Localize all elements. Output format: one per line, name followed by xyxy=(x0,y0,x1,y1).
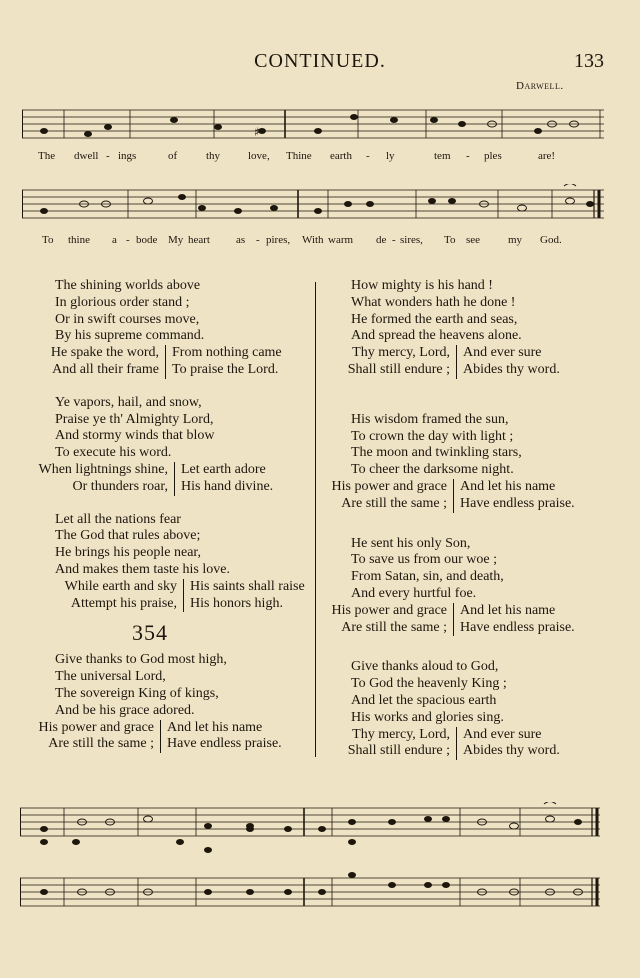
split-line-right: Have endless praise. xyxy=(460,495,575,511)
split-line-right: Abides thy word. xyxy=(463,743,560,759)
stanza xyxy=(20,512,310,613)
verse-line: In glorious order stand ; xyxy=(55,294,190,310)
lyric-syllable: - xyxy=(366,150,370,162)
composer-name: Darwell. xyxy=(516,80,564,92)
split-line-left: Shall still endure ; xyxy=(347,361,450,377)
lyric-syllable: de xyxy=(376,234,387,246)
verse-line: To execute his word. xyxy=(55,445,172,461)
stanza xyxy=(20,395,310,496)
split-line-right: His hand divine. xyxy=(181,478,274,494)
lyric-syllable: - xyxy=(466,150,470,162)
verse-line: The sovereign King of kings, xyxy=(55,685,219,701)
verse-line: The shining worlds above xyxy=(55,278,201,293)
verse-line: The moon and twinkling stars, xyxy=(351,445,522,461)
lyric-syllable: thine xyxy=(68,234,90,246)
split-line-right: And ever sure xyxy=(463,726,542,742)
verse-line: Give thanks aloud to God, xyxy=(351,659,499,675)
verse-line: He sent his only Son, xyxy=(351,535,471,551)
lyric-syllable: God. xyxy=(540,234,562,246)
split-line-right: Let earth adore xyxy=(181,461,266,477)
lyric-syllable: my xyxy=(508,234,523,246)
lyric-syllable: - xyxy=(126,234,130,246)
split-line-left: Thy mercy, Lord, xyxy=(352,726,450,742)
split-line-right: To praise the Lord. xyxy=(172,361,279,377)
split-line-left: He spake the word, xyxy=(50,345,159,361)
split-line-left: When lightnings shine, xyxy=(38,461,168,477)
split-line-right: From nothing came xyxy=(172,345,282,361)
stanza xyxy=(316,278,616,379)
svg-text:♯: ♯ xyxy=(254,125,260,139)
split-lines xyxy=(20,462,310,496)
lyric-syllable: a xyxy=(112,234,117,246)
lyric-syllable: see xyxy=(466,234,481,246)
left-column xyxy=(20,278,310,753)
lyric-syllable: as xyxy=(236,234,246,246)
lyric-syllable: - xyxy=(256,234,260,246)
lyric-syllable: are! xyxy=(538,150,556,162)
verse-line: He brings his people near, xyxy=(55,545,202,561)
lyric-syllable: My xyxy=(168,234,184,246)
page-title: CONTINUED. xyxy=(254,50,386,72)
verse-line: What wonders hath he done ! xyxy=(351,294,516,310)
split-line-left: Are still the same ; xyxy=(341,495,447,511)
split-line-right: His honors high. xyxy=(190,595,283,611)
split-lines xyxy=(20,720,310,754)
split-line-right: Abides thy word. xyxy=(463,361,560,377)
verse-line: How mighty is his hand ! xyxy=(351,278,493,293)
split-line-left: And all their frame xyxy=(52,361,159,377)
verse-line: By his supreme command. xyxy=(55,328,205,344)
hymn-number: 354 xyxy=(132,620,168,646)
split-line-right: And let his name xyxy=(460,478,556,494)
lyric-syllable: of xyxy=(168,150,178,162)
split-line-left: Thy mercy, Lord, xyxy=(352,345,450,361)
split-line-left: His power and grace xyxy=(331,602,447,618)
lyric-syllable: - xyxy=(106,150,110,162)
lyric-syllable: To xyxy=(42,234,54,246)
right-column xyxy=(316,278,616,760)
lyric-syllable: dwell xyxy=(74,150,99,162)
verse-line: From Satan, sin, and death, xyxy=(351,569,504,585)
verse-line: His works and glories sing. xyxy=(351,709,504,725)
split-line-left: Or thunders roar, xyxy=(72,478,168,494)
verse-line: Ye vapors, hail, and snow, xyxy=(55,394,202,410)
lyric-syllable: ings xyxy=(118,150,137,162)
verse-line: And be his grace adored. xyxy=(55,702,195,718)
lyric-syllable: heart xyxy=(188,234,210,246)
lyric-syllable: thy xyxy=(206,150,221,162)
lyric-syllable: With xyxy=(302,234,324,246)
verse-line: Give thanks to God most high, xyxy=(55,652,227,668)
lyric-syllable: The xyxy=(38,150,56,162)
lyric-syllable: - xyxy=(392,234,396,246)
lyric-syllable: Thine xyxy=(286,150,312,162)
split-line-left: While earth and sky xyxy=(64,578,177,594)
lyric-syllable: love, xyxy=(248,150,270,162)
verse-line: He formed the earth and seas, xyxy=(351,311,518,327)
lyric-syllable: sires, xyxy=(400,234,423,246)
verse-line: His wisdom framed the sun, xyxy=(351,411,509,427)
music-staff-4 xyxy=(20,872,600,922)
verse-line: To save us from our woe ; xyxy=(351,552,497,568)
verse-line: And makes them taste his love. xyxy=(55,561,230,577)
lyric-syllable: bode xyxy=(136,234,158,246)
split-line-right: His saints shall raise xyxy=(190,578,305,594)
verse-line: To crown the day with light ; xyxy=(351,428,514,444)
lyric-syllable: pires, xyxy=(266,234,291,246)
music-staff-1 xyxy=(22,106,604,142)
lyric-syllable: ly xyxy=(386,150,395,162)
split-lines xyxy=(316,345,616,379)
split-line-right: And ever sure xyxy=(463,345,542,361)
page-number: 133 xyxy=(574,50,604,72)
lyric-syllable: To xyxy=(444,234,456,246)
split-line-left: Are still the same ; xyxy=(341,619,447,635)
lyric-syllable: tem xyxy=(434,150,451,162)
stanza xyxy=(316,659,616,760)
music-staff-3 xyxy=(20,802,600,862)
verse-line: The God that rules above; xyxy=(55,528,201,544)
lyric-syllable: warm xyxy=(328,234,354,246)
split-lines xyxy=(20,579,310,613)
split-line-left: His power and grace xyxy=(38,719,154,735)
lyric-syllable: ples xyxy=(484,150,502,162)
split-line-left: Attempt his praise, xyxy=(70,595,177,611)
stanza xyxy=(316,412,616,513)
verse-line: To God the heavenly King ; xyxy=(351,676,507,692)
split-lines xyxy=(316,727,616,761)
verse-line: Let all the nations fear xyxy=(55,511,181,527)
split-lines xyxy=(316,603,616,637)
stanza xyxy=(20,278,310,379)
split-line-left: Are still the same ; xyxy=(48,736,154,752)
split-line-right: And let his name xyxy=(460,602,556,618)
split-line-right: Have endless praise. xyxy=(167,736,282,752)
split-line-left: His power and grace xyxy=(331,478,447,494)
split-line-right: Have endless praise. xyxy=(460,619,575,635)
split-lines xyxy=(316,479,616,513)
stanza xyxy=(20,652,310,753)
music-staff-2 xyxy=(22,184,604,224)
split-line-right: And let his name xyxy=(167,719,263,735)
verse-line: And spread the heavens alone. xyxy=(351,328,522,344)
split-line-left: Shall still endure ; xyxy=(347,743,450,759)
verse-line: Or in swift courses move, xyxy=(55,311,200,327)
verse-line: And let the spacious earth xyxy=(351,692,497,708)
verse-line: And every hurtful foe. xyxy=(351,585,477,601)
verse-line: And stormy winds that blow xyxy=(55,428,215,444)
stanza xyxy=(316,536,616,637)
split-lines xyxy=(20,345,310,379)
verse-line: To cheer the darksome night. xyxy=(351,462,514,478)
lyric-syllable: earth xyxy=(330,150,352,162)
verse-line: Praise ye th' Almighty Lord, xyxy=(55,411,214,427)
verse-line: The universal Lord, xyxy=(55,669,166,685)
